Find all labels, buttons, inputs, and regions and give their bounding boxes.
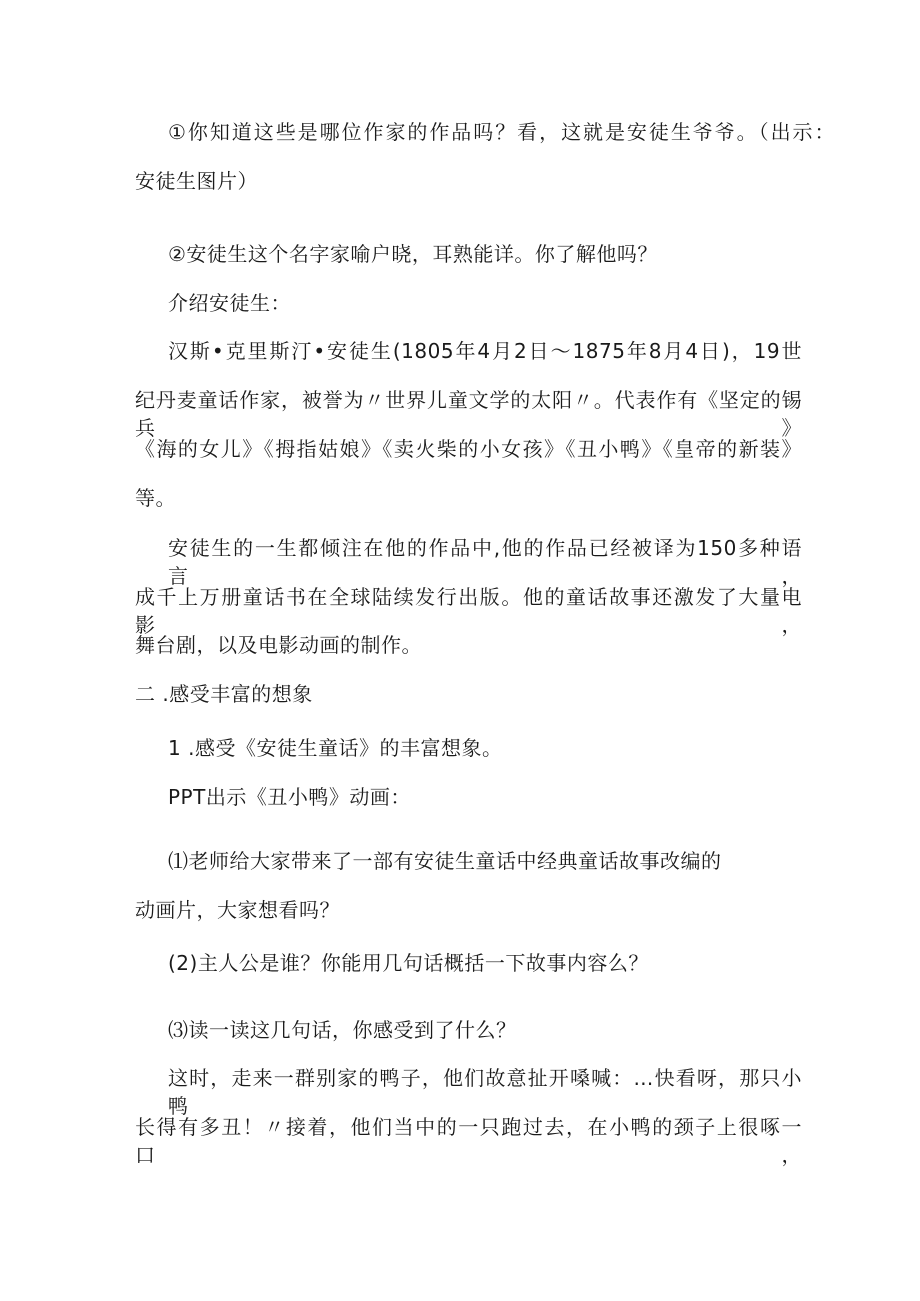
paragraph-line-17: (2)主人公是谁？你能用几句话概括一下故事内容么？ <box>168 951 649 975</box>
paragraph-line-3: ②安徒生这个名字家喻户晓，耳熟能详。你了解他吗？ <box>168 242 658 266</box>
paragraph-line-19: 这时，走来一群别家的鸭子，他们故意扯开嗓喊：…快看呀，那只小鸭 <box>168 1066 802 1118</box>
paragraph-line-6: 纪丹麦童话作家，被誉为〃世界儿童文学的太阳〃。代表作有《坚定的锡兵》 <box>135 388 802 440</box>
paragraph-line-4: 介绍安徒生： <box>168 291 291 315</box>
paragraph-line-1: ①你知道这些是哪位作家的作品吗？看，这就是安徒生爷爷。（出示： <box>168 120 835 144</box>
paragraph-line-20: 长得有多丑！〃接着，他们当中的一只跑过去，在小鸭的颈子上很啄一口， <box>135 1115 802 1167</box>
paragraph-line-8: 等。 <box>135 486 176 510</box>
paragraph-line-11: 舞台剧，以及电影动画的制作。 <box>135 633 422 657</box>
paragraph-line-7: 《海的女儿》《拇指姑娘》《卖火柴的小女孩》《丑小鸭》《皇帝的新装》 <box>135 437 802 461</box>
paragraph-line-5: 汉斯•克里斯汀•安徒生(1805年4月2日～1875年8月4日)，19世 <box>168 339 802 363</box>
paragraph-line-10: 成千上万册童话书在全球陆续发行出版。他的童话故事还激发了大量电影， <box>135 585 802 637</box>
paragraph-line-2: 安徒生图片） <box>135 169 258 193</box>
paragraph-line-9: 安徒生的一生都倾注在他的作品中,他的作品已经被译为150多种语言， <box>168 536 802 588</box>
paragraph-line-14: PPT出示《丑小鸭》动画： <box>168 785 411 809</box>
paragraph-line-15: ⑴老师给大家带来了一部有安徒生童话中经典童话故事改编的 <box>168 849 722 873</box>
subsection-heading: 1 .感受《安徒生童话》的丰富想象。 <box>168 736 503 760</box>
paragraph-line-18: ⑶读一读这几句话，你感受到了什么？ <box>168 1018 517 1042</box>
paragraph-line-16: 动画片，大家想看吗？ <box>135 898 340 922</box>
section-heading: 二 .感受丰富的想象 <box>135 682 313 706</box>
